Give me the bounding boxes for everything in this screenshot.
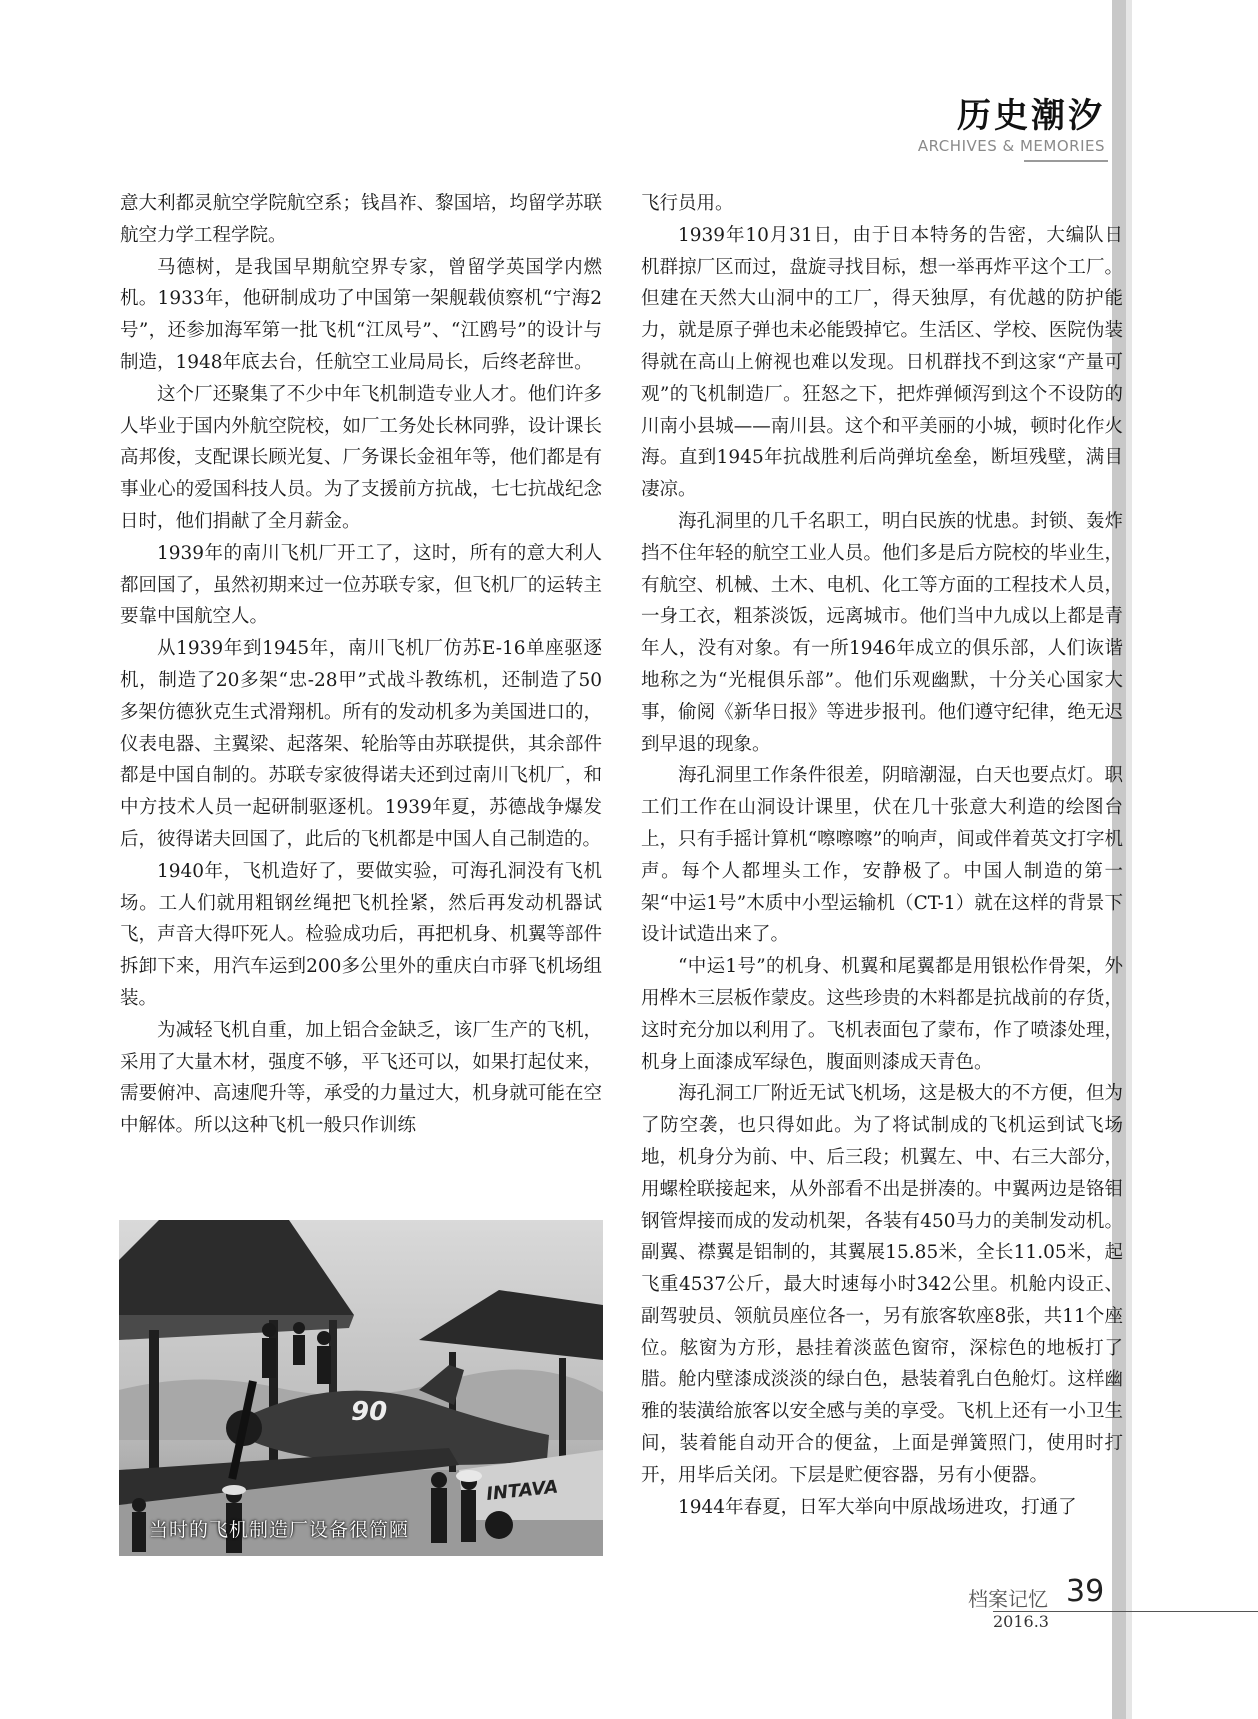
paragraph: “中运1号”的机身、机翼和尾翼都是用银松作骨架，外用桦木三层板作蒙皮。这些珍贵的木料都是抗战前的存货，这时充分加以利用了。飞机表面包了蒙布，作了喷漆处理，机身上面漆成军绿色，腹面则漆成天青色。 xyxy=(641,956,1123,1073)
historical-photo xyxy=(119,1220,603,1556)
paragraph: 海孔洞里工作条件很差，阴暗潮湿，白天也要点灯。职工们工作在山洞设计课里，伏在几十张意大利造的绘图台上，只有手摇计算机“嚓嚓嚓”的响声，间或伴着英文打字机声。每个人都埋头工作，安静极了。中国人制造的第一架“中运1号”木质中小型运输机（CT-1）就在这样的背景下设计试造出来了。 xyxy=(641,765,1123,946)
paragraph: 为减轻飞机自重，加上铝合金缺乏，该厂生产的飞机，采用了大量木材，强度不够，平飞还可以，如果打起仗来，需要俯冲、高速爬升等，承受的力量过大，机身就可能在空中解体。所以这种飞机一般只作训练 xyxy=(120,1019,602,1137)
paragraph: 意大利都灵航空学院航空系；钱昌祚、黎国培，均留学苏联航空力学工程学院。 xyxy=(120,193,602,246)
airplane-workshop-photo-illustration xyxy=(119,1220,603,1556)
paragraph: 海孔洞工厂附近无试飞机场，这是极大的不方便，但为了防空袭，也只得如此。为了将试制成的飞机运到试飞场地，机身分为前、中、后三段；机翼左、中、右三大部分，用螺栓联接起来，从外部看不出是拼凑的。中翼两边是铬钼钢管焊接而成的发动机架，各装有450马力的美制发动机。副翼、襟翼是铝制的，其翼展15.85米，全长11.05米，起飞重4537公斤，最大时速每小时342公里。机舱内设正、副驾驶员、领航员座位各一，另有旅客软座8张，共11个座位。舷窗为方形，悬挂着淡蓝色窗帘，深棕色的地板打了腊。舱内壁漆成淡淡的绿白色，悬装着乳白色舱灯。这样幽雅的装潢给旅客以安全感与美的享受。飞机上还有一小卫生间，装着能自动开合的便盆，上面是弹簧照门，使用时打开，用毕后关闭。下层是贮便容器，另有小便器。 xyxy=(641,1083,1123,1486)
paragraph: 1944年春夏，日军大举向中原战场进攻，打通了 xyxy=(678,1496,1077,1518)
paragraph: 这个厂还聚集了不少中年飞机制造专业人才。他们许多人毕业于国内外航空院校，如厂工务处长林同骅，设计课长高邦俊，支配课长顾光复、厂务课长金祖年等，他们都是有事业心的爱国科技人员。为了支援前方抗战，七七抗战纪念日时，他们捐献了全月薪金。 xyxy=(120,383,602,532)
paragraph: 1939年的南川飞机厂开工了，这时，所有的意大利人都回国了，虽然初期来过一位苏联专家，但飞机厂的运转主要靠中国航空人。 xyxy=(120,542,602,628)
truck-marking: INTAVA xyxy=(485,1476,560,1505)
magazine-name: 档案记忆 xyxy=(968,1587,1048,1611)
photo-caption: 当时的飞机制造厂设备很简陋 xyxy=(149,1519,410,1541)
left-column xyxy=(120,188,602,1142)
paragraph: 马德树，是我国早期航空界专家，曾留学英国学内燃机。1933年，他研制成功了中国第一架舰载侦察机“宁海2号”，还参加海军第一批飞机“江凤号”、“江鸥号”的设计与制造，1948年底去台，任航空工业局局长，后终老辞世。 xyxy=(120,256,602,373)
paragraph: 海孔洞里的几千名职工，明白民族的忧患。封锁、轰炸挡不住年轻的航空工业人员。他们多是后方院校的毕业生，有航空、机械、土木、电机、化工等方面的工程技术人员，一身工衣，粗茶淡饭，远离城市。他们当中九成以上都是青年人，没有对象。有一所1946年成立的俱乐部，人们诙谐地称之为“光棍俱乐部”。他们乐观幽默，十分关心国家大事，偷阅《新华日报》等进步报刊。他们遵守纪律，绝无迟到早退的现象。 xyxy=(641,510,1123,755)
issue-date: 2016.3 xyxy=(993,1612,1049,1631)
side-decoration-bar-light xyxy=(1126,0,1132,1719)
header-rule xyxy=(1024,160,1108,162)
plane-marking: 90 xyxy=(351,1397,388,1427)
page-number: 39 xyxy=(1066,1574,1105,1609)
section-title: 历史潮汐 xyxy=(957,96,1105,136)
section-subtitle: ARCHIVES & MEMORIES xyxy=(917,137,1105,155)
paragraph: 从1939年到1945年，南川飞机厂仿苏E-16单座驱逐机，制造了20多架“忠-28甲”式战斗教练机，还制造了50多架仿德狄克生式滑翔机。所有的发动机多为美国进口的，仪表电器、主翼梁、起落架、轮胎等由苏联提供，其余部件都是中国自制的。苏联专家彼得诺夫还到过南川飞机厂，和中方技术人员一起研制驱逐机。1939年夏，苏德战争爆发后，彼得诺夫回国了，此后的飞机都是中国人自己制造的。 xyxy=(120,638,602,850)
paragraph: 1939年10月31日，由于日本特务的告密，大编队日机群掠厂区而过，盘旋寻找目标，想一举再炸平这个工厂。但建在天然大山洞中的工厂，得天独厚，有优越的防护能力，就是原子弹也未必能毁掉它。生活区、学校、医院伪装得就在高山上俯视也难以发现。日机群找不到这家“产量可观”的飞机制造厂。狂怒之下，把炸弹倾泻到这个不设防的川南小县城——南川县。这个和平美丽的小城，顿时化作火海。直到1945年抗战胜利后尚弹坑垒垒，断垣残壁，满目凄凉。 xyxy=(641,224,1123,501)
paragraph: 飞行员用。 xyxy=(641,193,734,214)
paragraph: 1940年，飞机造好了，要做实验，可海孔洞没有飞机场。工人们就用粗钢丝绳把飞机拴紧，然后再发动机器试飞，声音大得吓死人。检验成功后，再把机身、机翼等部件拆卸下来，用汽车运到200多公里外的重庆白市驿飞机场组装。 xyxy=(120,860,602,1009)
right-column xyxy=(641,188,1123,1523)
